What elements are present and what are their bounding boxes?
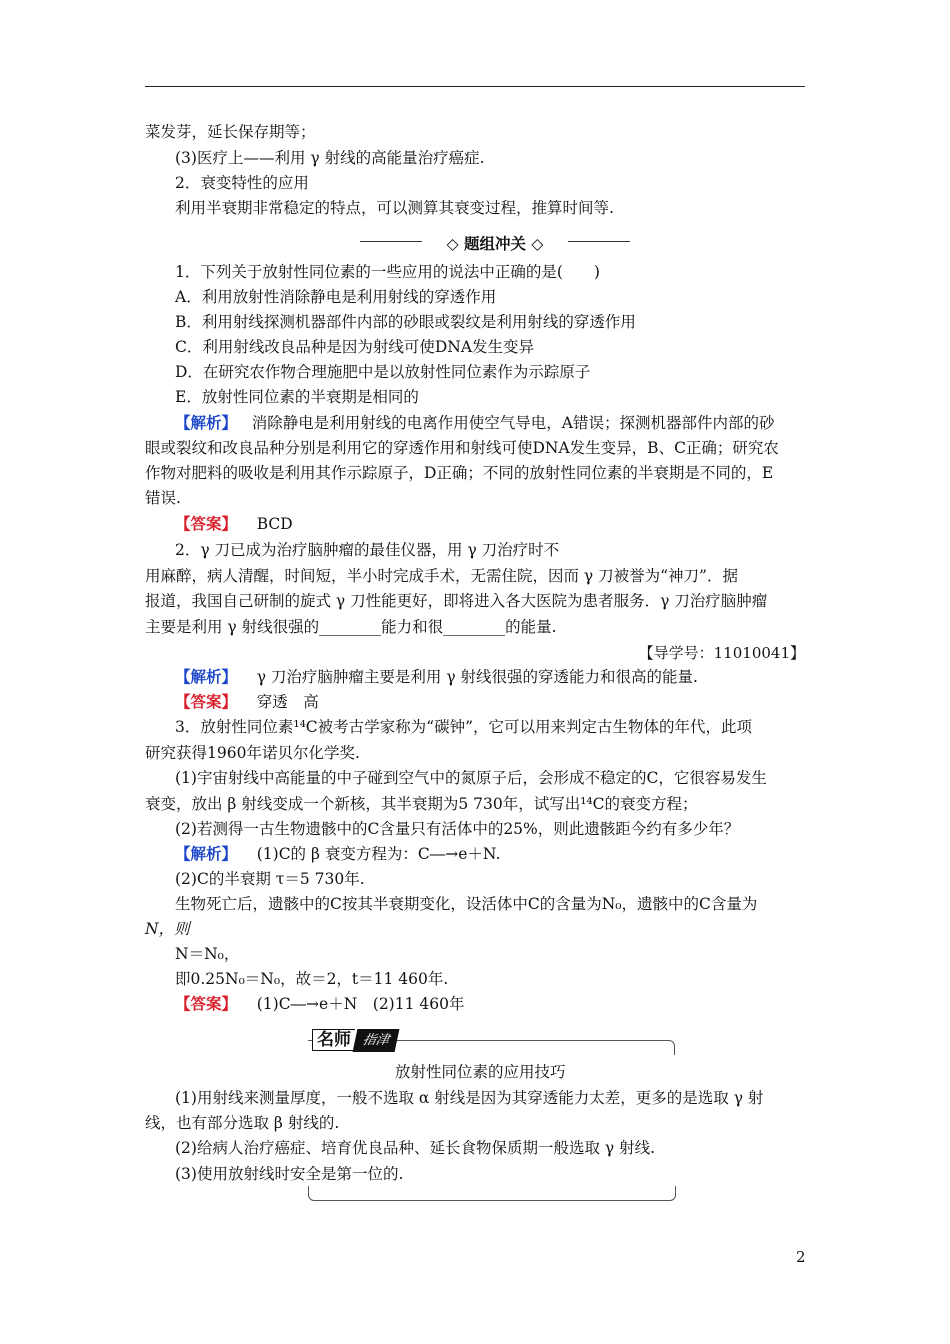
- tip-line1: (1)用射线来测量厚度，一般不选取 α 射线是因为其穿透能力太差，更多的是选取 γ 射: [175, 1089, 764, 1107]
- tip-line2: 线，也有部分选取 β 射线的.: [145, 1114, 340, 1132]
- q3-answer: 【答案】 (1)C―→e＋N (2)11 460年: [175, 994, 465, 1013]
- q2-answer: 【答案】 穿透 高: [175, 692, 319, 711]
- q1-answer: 【答案】 BCD: [175, 514, 293, 533]
- diamond-icon: ◇: [531, 235, 544, 253]
- title-bar-left: [360, 241, 422, 242]
- page-number: 2: [796, 1248, 806, 1266]
- header-rule: [145, 86, 805, 87]
- text-line: E．放射性同位素的半衰期是相同的: [175, 388, 419, 406]
- answer-label: 【答案】: [175, 692, 238, 711]
- tip-box-bottom: [308, 1186, 676, 1201]
- q3-analysis6: 即0.25N₀＝N₀，故＝2，t＝11 460年.: [175, 970, 449, 988]
- tip-badge-sub: 指津: [353, 1029, 400, 1052]
- text-line: 2．衰变特性的应用: [175, 174, 309, 192]
- text-line: 菜发芽，延长保存期等；: [145, 123, 316, 141]
- tip-line4: (3)使用放射线时安全是第一位的.: [175, 1165, 404, 1183]
- q3-analysis1: 【解析】 (1)C的 β 衰变方程为：C―→e＋N.: [175, 844, 501, 863]
- answer-label: 【答案】: [175, 514, 238, 533]
- tip-title: 放射性同位素的应用技巧: [395, 1063, 566, 1081]
- text-line: C．利用射线改良品种是因为射线可使DNA发生变异: [175, 338, 535, 356]
- analysis-label: 【解析】: [175, 413, 238, 432]
- diamond-icon: ◇: [446, 235, 459, 253]
- tip-badge: [312, 1028, 397, 1052]
- title-bar-right: [568, 241, 630, 242]
- text-line: D．在研究农作物合理施肥中是以放射性同位素作为示踪原子: [175, 363, 591, 381]
- q3-analysis2: (2)C的半衰期 τ＝5 730年.: [175, 870, 365, 888]
- q3-line1: 3．放射性同位素¹⁴C被考古学家称为“碳钟”，它可以用来判定古生物体的年代，此项: [175, 718, 752, 736]
- tip-badge-main: 名师: [312, 1029, 355, 1051]
- q2-analysis: 【解析】 γ 刀治疗脑肿瘤主要是利用 γ 射线很强的穿透能力和很高的能量.: [175, 667, 698, 686]
- analysis-label: 【解析】: [175, 844, 238, 863]
- text-line: B．利用射线探测机器部件内部的砂眼或裂纹是利用射线的穿透作用: [175, 313, 636, 331]
- q1-analysis-line1: 【解析】 消除静电是利用射线的电离作用使空气导电，A错误；探测机器部件内部的砂: [175, 413, 775, 432]
- q3-line3: (1)宇宙射线中高能量的中子碰到空气中的氮原子后，会形成不稳定的C，它很容易发生: [175, 769, 767, 787]
- text-line: 1．下列关于放射性同位素的一些应用的说法中正确的是( ): [175, 263, 600, 281]
- section-title: [360, 232, 630, 252]
- q3-analysis3: 生物死亡后，遗骸中的C按其半衰期变化，设活体中C的含量为N₀，遗骸中的C含量为: [175, 895, 758, 913]
- analysis-label: 【解析】: [175, 667, 238, 686]
- study-number: 【导学号：11010041】: [638, 644, 805, 662]
- q2-line2: 用麻醉，病人清醒，时间短，半小时完成手术，无需住院，因而 γ 刀被誉为“神刀”．据: [145, 567, 738, 585]
- q2-line3: 报道，我国自己研制的旋式 γ 刀性能更好，即将进入各大医院为患者服务．γ 刀治疗脑肿瘤: [145, 592, 768, 610]
- q1-analysis-line2: 眼或裂纹和改良品种分别是利用它的穿透作用和射线可使DNA发生变异，B、C正确；研究农: [145, 439, 779, 457]
- q1-analysis-line3: 作物对肥料的吸收是利用其作示踪原子，D正确；不同的放射性同位素的半衰期是不同的，E: [145, 464, 774, 482]
- text-line: (3)医疗上——利用 γ 射线的高能量治疗癌症.: [175, 149, 485, 167]
- q2-line4: 主要是利用 γ 射线很强的________能力和很________的能量.: [145, 618, 557, 636]
- text-line: 利用半衰期非常稳定的特点，可以测算其衰变过程，推算时间等.: [175, 199, 614, 217]
- q3-analysis5: N＝N₀，: [175, 945, 240, 963]
- q3-line4: 衰变，放出 β 射线变成一个新核，其半衰期为5 730年，试写出¹⁴C的衰变方程；: [145, 795, 698, 813]
- q3-line5: (2)若测得一古生物遗骸中的C含量只有活体中的25%，则此遗骸距今约有多少年？: [175, 820, 740, 838]
- q3-line2: 研究获得1960年诺贝尔化学奖.: [145, 744, 360, 762]
- section-title-text: 题组冲关: [463, 235, 526, 253]
- q1-analysis-line4: 错误.: [145, 489, 181, 507]
- q2-line1: 2．γ 刀已成为治疗脑肿瘤的最佳仪器，用 γ 刀治疗时不: [175, 541, 560, 559]
- tip-line3: (2)给病人治疗癌症、培育优良品种、延长食物保质期一般选取 γ 射线.: [175, 1139, 656, 1157]
- text-line: A．利用放射性消除静电是利用射线的穿透作用: [175, 288, 497, 306]
- q3-analysis4: N，则: [145, 920, 190, 938]
- answer-label: 【答案】: [175, 994, 238, 1013]
